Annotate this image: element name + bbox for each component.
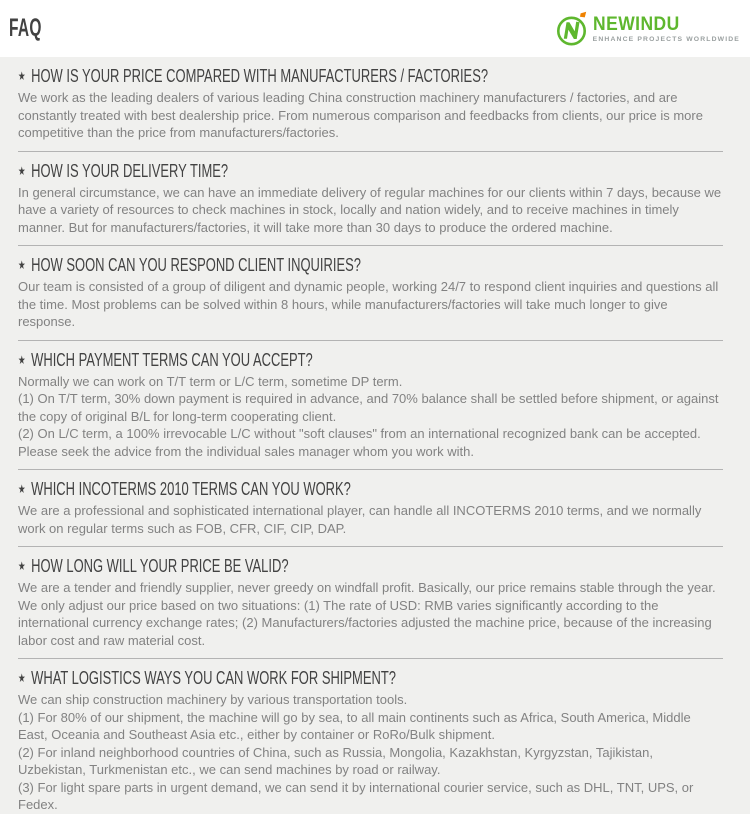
- faq-section: [18, 57, 723, 152]
- faq-section: [18, 547, 723, 659]
- faq-question: [18, 669, 723, 687]
- faq-answer-paragraph: (2) For inland neighborhood countries of China, such as Russia, Mongolia, Kazakhstan, Kyrgyzstan, Tajikistan, Uzbekistan, Turkmenistan etc., we can send machines by road or railway.: [18, 744, 653, 777]
- logo-tagline: ENHANCE PROJECTS WORLDWIDE: [592, 35, 740, 43]
- logo-orange-spark: [580, 11, 586, 17]
- faq-question: [18, 159, 723, 181]
- faq-question: [18, 256, 723, 274]
- faq-question-text: HOW IS YOUR PRICE COMPARED WITH MANUFACTURERS / FACTORIES?: [31, 65, 489, 86]
- faq-answer: [18, 691, 723, 814]
- faq-section: [18, 152, 723, 247]
- page-header: [0, 0, 750, 57]
- faq-list: [0, 57, 750, 814]
- newindu-logo: [554, 10, 740, 48]
- faq-question-text: WHICH PAYMENT TERMS CAN YOU ACCEPT?: [31, 348, 313, 370]
- faq-question: [18, 348, 723, 370]
- faq-answer: [18, 373, 723, 461]
- faq-answer-paragraph: Normally we can work on T/T term or L/C term, sometime DP term.: [18, 373, 403, 389]
- faq-question-text: HOW LONG WILL YOUR PRICE BE VALID?: [31, 555, 289, 576]
- faq-answer: [18, 89, 723, 142]
- faq-answer-paragraph: (1) For 80% of our shipment, the machine will go by sea, to all main continents such as Africa, South America, Middle East, Oceania and Southeast Asia etc., either by container or RoRo/Bulk shipment.: [18, 709, 691, 742]
- faq-question: [18, 557, 723, 575]
- faq-answer: [18, 184, 723, 237]
- faq-question-text: WHICH INCOTERMS 2010 TERMS CAN YOU WORK?: [31, 478, 351, 499]
- star-icon: ★: [18, 482, 26, 496]
- faq-question-text: WHAT LOGISTICS WAYS YOU CAN WORK FOR SHIPMENT?: [31, 667, 396, 688]
- star-icon: ★: [18, 671, 26, 685]
- faq-answer-paragraph: (3) For light spare parts in urgent demand, we can send it by international courier service, such as DHL, TNT, UPS, or Fedex.: [18, 779, 694, 812]
- faq-question: [18, 67, 723, 85]
- faq-question-text: HOW IS YOUR DELIVERY TIME?: [31, 159, 229, 181]
- logo-brand-name: NEWINDU: [592, 13, 680, 35]
- star-icon: ★: [18, 559, 26, 573]
- faq-answer: [18, 502, 723, 537]
- faq-answer-paragraph: We are a tender and friendly supplier, never greedy on windfall profit. Basically, our price remains stable through the year. We only adjust our price based on two situations: (1) The rate of USD: RMB varies significantly according to the international currency exchange rates; (2) Manufacturers/factories adjusted the machine price, because of the increasing labor cost and raw material cost.: [18, 580, 716, 648]
- faq-section: [18, 341, 723, 471]
- star-icon: ★: [18, 163, 26, 178]
- star-icon: ★: [18, 69, 26, 83]
- star-icon: ★: [18, 258, 26, 272]
- faq-answer-paragraph: We work as the leading dealers of various leading China construction machinery manufacturers / factories, and are constantly treated with best dealership price. From numerous comparison and feedbacks from clients, our price is more competitive than the price from manufacturers/factories.: [18, 90, 703, 140]
- faq-question-text: HOW SOON CAN YOU RESPOND CLIENT INQUIRIES?: [31, 254, 361, 275]
- faq-answer-paragraph: We can ship construction machinery by various transportation tools.: [18, 692, 408, 707]
- faq-question: [18, 480, 723, 498]
- star-icon: ★: [18, 352, 26, 367]
- faq-section: [18, 659, 723, 814]
- faq-answer-paragraph: Our team is consisted of a group of diligent and dynamic people, working 24/7 to respond client inquiries and questions all the time. Most problems can be solved within 8 hours, while manufacturers/factories will take much longer to give response.: [18, 279, 719, 329]
- faq-answer-paragraph: In general circumstance, we can have an immediate delivery of regular machines for our clients within 7 days, because we have a variety of resources to check machines in stock, locally and nation widely, and to receive machines in timely manner. But for manufacturers/factories, it will take more than 30 days to produce the ordered machine.: [18, 184, 722, 235]
- faq-answer: [18, 579, 723, 649]
- faq-section: [18, 246, 723, 341]
- faq-section: [18, 470, 723, 547]
- page-title: FAQ: [9, 14, 42, 42]
- faq-answer-paragraph: (1) On T/T term, 30% down payment is required in advance, and 70% balance shall be settled before shipment, or against the copy of original B/L for long-term cooperating client.: [18, 391, 719, 424]
- newindu-logo-icon: [554, 10, 590, 48]
- faq-answer-paragraph: (2) On L/C term, a 100% irrevocable L/C without "soft clauses" from an international recognized bank can be accepted. Please seek the advice from the individual sales manager whom you work with.: [18, 426, 701, 459]
- faq-answer: [18, 278, 723, 331]
- faq-answer-paragraph: We are a professional and sophisticated international player, can handle all INCOTERMS 2010 terms, and we normally work on regular terms such as FOB, CFR, CIF, CIP, DAP.: [18, 503, 702, 536]
